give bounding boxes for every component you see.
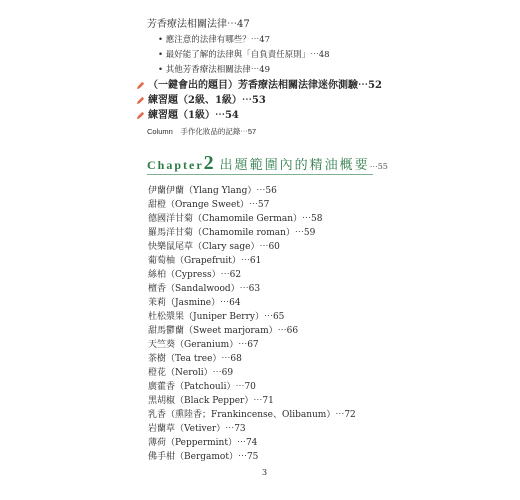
toc-entry: 黑胡椒（Black Pepper）⋯71 xyxy=(148,396,274,406)
chapter-title: 出題範圍內的精油概要 xyxy=(219,158,370,173)
toc-entry: 絲柏（Cypress）⋯62 xyxy=(148,270,242,280)
toc-entry: 甜馬鬱蘭（Sweet marjoram）⋯66 xyxy=(148,326,299,336)
toc-heading-law: 芳香療法相關法律⋯47 xyxy=(147,19,250,30)
pencil-icon xyxy=(136,81,145,90)
toc-bullet-1: • 應注意的法律有哪些？⋯47 xyxy=(158,35,271,45)
toc-entry: 伊蘭伊蘭（Ylang Ylang）⋯56 xyxy=(148,186,277,196)
toc-entry: 德國洋甘菊（Chamomile German）⋯58 xyxy=(148,214,323,224)
toc-entry: 快樂鼠尾草（Clary sage）⋯60 xyxy=(148,242,280,252)
toc-entry: 乳香（熏陸香；Frankincense、Olibanum）⋯72 xyxy=(148,410,356,420)
toc-practice-1 xyxy=(136,111,239,121)
pencil-icon xyxy=(136,96,145,105)
toc-practice-1-label: 練習題（1級）⋯54 xyxy=(148,110,239,121)
toc-entry: 羅馬洋甘菊（Chamomile roman）⋯59 xyxy=(148,228,316,238)
toc-entry: 橙花（Neroli）⋯69 xyxy=(148,368,234,378)
chapter-heading xyxy=(147,152,388,175)
toc-quiz-label: （一鍵會出的題目）芳香療法相關法律迷你測驗⋯52 xyxy=(148,80,382,91)
toc-entry: 佛手柑（Bergamot）⋯75 xyxy=(148,452,259,462)
chapter-page: ⋯55 xyxy=(369,162,388,171)
chapter-number: 2 xyxy=(203,152,214,174)
chapter-word: Chapter xyxy=(147,158,204,172)
page-number: 3 xyxy=(262,468,268,477)
toc-bullet-3: • 其他芳香療法相關法律⋯49 xyxy=(158,65,271,75)
toc-entry: 葡萄柚（Grapefruit）⋯61 xyxy=(148,256,262,266)
chapter-divider xyxy=(147,174,373,175)
toc-column: Column 手作化妝品的記錄⋯57 xyxy=(147,127,257,136)
toc-entry: 甜橙（Orange Sweet）⋯57 xyxy=(148,200,270,210)
pencil-icon xyxy=(136,111,145,120)
toc-bullet-2: • 最好能了解的法律與「自負責任原則」⋯48 xyxy=(158,50,330,60)
toc-entry: 茉莉（Jasmine）⋯64 xyxy=(148,298,241,308)
toc-entry: 廣藿香（Patchouli）⋯70 xyxy=(148,382,256,392)
toc-practice-2-label: 練習題（2級、1級）⋯53 xyxy=(148,95,266,106)
toc-entry: 茶樹（Tea tree）⋯68 xyxy=(148,354,242,364)
toc-entry: 天竺葵（Geranium）⋯67 xyxy=(148,340,259,350)
toc-entry: 檀香（Sandalwood）⋯63 xyxy=(148,284,261,294)
toc-entry: 岩蘭草（Vetiver）⋯73 xyxy=(148,424,246,434)
toc-entry: 薄荷（Peppermint）⋯74 xyxy=(148,438,258,448)
toc-entry: 杜松漿果（Juniper Berry）⋯65 xyxy=(148,312,285,322)
toc-practice-2 xyxy=(136,96,266,106)
toc-quiz xyxy=(136,81,382,91)
